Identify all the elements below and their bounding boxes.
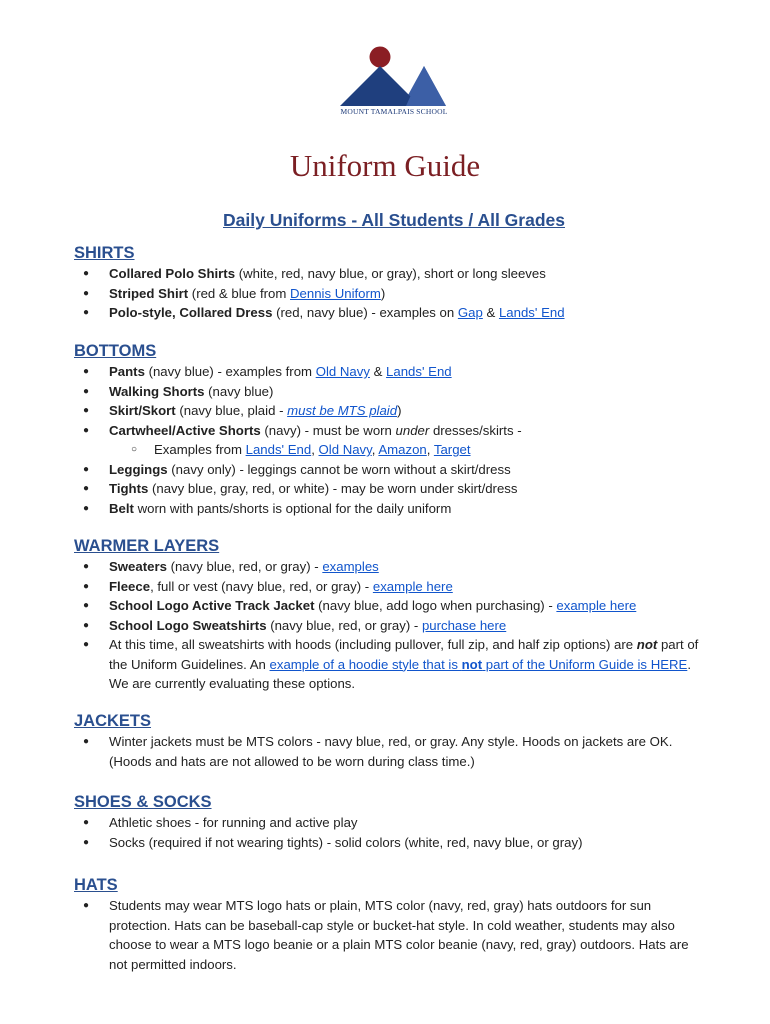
list-item	[74, 401, 724, 421]
item-text: )	[380, 285, 386, 301]
link-old-navy[interactable]: Old Navy	[315, 364, 370, 379]
section-heading: SHOES & SOCKS	[74, 793, 212, 811]
item-bold: School Logo Sweatshirts	[109, 617, 267, 633]
item-text: &	[482, 305, 499, 320]
item-text: (navy blue, add logo when purchasing) -	[314, 598, 557, 613]
item-text: (navy blue, plaid -	[175, 403, 288, 418]
item-text: &	[369, 364, 387, 379]
item-text: part of	[657, 637, 699, 652]
item-bold: Polo-style, Collared Dress	[109, 305, 273, 320]
shirts-list	[74, 264, 724, 323]
link-amazon[interactable]: Amazon	[378, 442, 427, 457]
item-bold: School Logo Active Track Jacket	[109, 598, 315, 613]
link-track-jacket-example[interactable]: example here	[556, 598, 637, 613]
item-bold: Skirt/Skort	[109, 403, 176, 418]
section-hats	[74, 874, 724, 974]
list-item	[74, 577, 724, 597]
link-lands-end[interactable]: Lands' End	[245, 442, 312, 457]
item-text: protection. Hats can be baseball-cap style or bucket-hat style. In cold weather, students may also	[109, 917, 675, 933]
item-text: the Uniform Guidelines. An	[109, 656, 270, 672]
item-bold: Belt	[109, 500, 134, 516]
item-text: worn with pants/shorts is optional for the daily uniform	[133, 500, 452, 516]
page-title: Uniform Guide	[289, 148, 481, 183]
item-text: (Hoods and hats are not allowed to be worn during class time.)	[109, 753, 475, 769]
item-text: Socks (required if not wearing tights) - solid colors (white, red, navy blue, or gray)	[109, 834, 583, 850]
warmer-list	[74, 557, 724, 694]
link-lands-end[interactable]: Lands' End	[498, 305, 565, 320]
page-subtitle: Daily Uniforms - All Students / All Grades	[223, 210, 565, 230]
link-hoodie-example[interactable]	[270, 657, 688, 672]
link-dennis-uniform[interactable]: Dennis Uniform	[290, 285, 381, 301]
item-text: dresses/skirts -	[429, 422, 522, 438]
link-target[interactable]: Target	[433, 442, 471, 457]
section-heading: SHIRTS	[74, 244, 135, 262]
list-item	[74, 635, 724, 694]
section-bottoms	[74, 340, 724, 518]
list-item	[74, 499, 724, 519]
school-name: MOUNT TAMALPAIS SCHOOL	[340, 107, 448, 116]
item-text: (navy blue)	[204, 383, 274, 399]
list-item	[74, 264, 724, 284]
list-item	[74, 813, 724, 833]
item-bold: Tights	[109, 481, 149, 496]
item-bold: not	[636, 637, 658, 652]
item-bold: Walking Shorts	[109, 383, 205, 399]
item-text: We are currently evaluating these options.	[109, 676, 356, 691]
item-text: (navy only) - leggings cannot be worn without a skirt/dress	[167, 461, 511, 477]
list-item	[74, 421, 724, 441]
link-text: example of a hoodie style that is	[269, 656, 462, 672]
item-text: (navy) - must be worn	[260, 422, 396, 438]
list-item	[74, 284, 724, 304]
link-old-navy[interactable]: Old Navy	[318, 442, 372, 457]
section-warmer-layers	[74, 535, 724, 694]
link-sweater-examples[interactable]: examples	[322, 559, 379, 574]
item-text: ,	[311, 442, 319, 457]
item-bold: Fleece	[109, 578, 151, 594]
link-lands-end[interactable]: Lands' End	[386, 364, 452, 379]
item-text: not permitted indoors.	[109, 956, 237, 972]
section-heading: BOTTOMS	[74, 342, 157, 360]
link-gap[interactable]: Gap	[457, 305, 483, 320]
item-text: .	[687, 656, 691, 672]
item-bold: Cartwheel/Active Shorts	[109, 422, 261, 438]
list-item	[74, 616, 724, 636]
shoes-list	[74, 813, 724, 852]
item-text: (navy blue, gray, red, or white) - may be worn under skirt/dress	[148, 481, 518, 496]
link-mts-plaid[interactable]: must be MTS plaid	[287, 403, 398, 418]
list-item	[74, 382, 724, 402]
sub-list-item	[74, 440, 724, 460]
list-item	[74, 303, 724, 323]
item-text: ,	[426, 442, 434, 457]
list-item	[74, 557, 724, 577]
section-jackets	[74, 710, 724, 771]
item-bold: Sweaters	[109, 559, 167, 574]
item-text: (white, red, navy blue, or gray), short or long sleeves	[235, 266, 546, 281]
item-text: )	[397, 403, 402, 418]
section-shirts	[74, 242, 724, 323]
item-text: ,	[371, 442, 379, 457]
mountain-logo-icon	[336, 44, 452, 106]
item-text: Examples from	[154, 442, 246, 457]
school-logo	[336, 44, 452, 116]
item-bold: Leggings	[109, 461, 168, 477]
section-heading: JACKETS	[74, 712, 152, 730]
link-text: part of the Uniform Guide is HERE	[482, 656, 688, 672]
item-text: (red & blue from	[188, 285, 291, 301]
item-text: Winter jackets must be MTS colors - navy blue, red, or gray. Any style. Hoods on jackets are OK.	[109, 734, 673, 749]
item-text: (navy blue, red, or gray) -	[266, 617, 422, 633]
section-heading: HATS	[74, 876, 118, 894]
hats-list	[74, 896, 724, 974]
list-item	[74, 833, 724, 853]
item-text: (red, navy blue) - examples on	[272, 305, 458, 320]
item-text: choose to wear a MTS logo beanie or a plain MTS color beanie (navy, red, gray) outdoors. Hats are	[109, 937, 689, 952]
item-bold: Pants	[109, 364, 145, 379]
section-heading: WARMER LAYERS	[74, 537, 220, 555]
item-italic: under	[395, 422, 430, 438]
item-text: (navy blue, red, or gray) -	[166, 559, 323, 574]
link-bold: not	[461, 656, 483, 672]
link-sweatshirt-purchase[interactable]: purchase here	[421, 617, 507, 633]
item-text: , full or vest (navy blue, red, or gray) -	[150, 578, 373, 594]
item-bold: Collared Polo Shirts	[109, 266, 236, 281]
list-item	[74, 896, 724, 974]
list-item	[74, 732, 724, 771]
item-text: At this time, all sweatshirts with hoods (including pullover, full zip, and half zip options) are	[109, 637, 637, 652]
item-text: Athletic shoes - for running and active play	[109, 815, 358, 830]
item-bold: Striped Shirt	[109, 285, 189, 301]
item-text: (navy blue) - examples from	[144, 364, 316, 379]
section-shoes-socks	[74, 791, 724, 852]
list-item	[74, 596, 724, 616]
item-text: Students may wear MTS logo hats or plain, MTS color (navy, red, gray) hats outdoors for sun	[109, 898, 652, 913]
link-fleece-example[interactable]: example here	[372, 578, 453, 594]
bottoms-list	[74, 362, 724, 518]
list-item	[74, 460, 724, 480]
jackets-list	[74, 732, 724, 771]
list-item	[74, 362, 724, 382]
list-item	[74, 479, 724, 499]
